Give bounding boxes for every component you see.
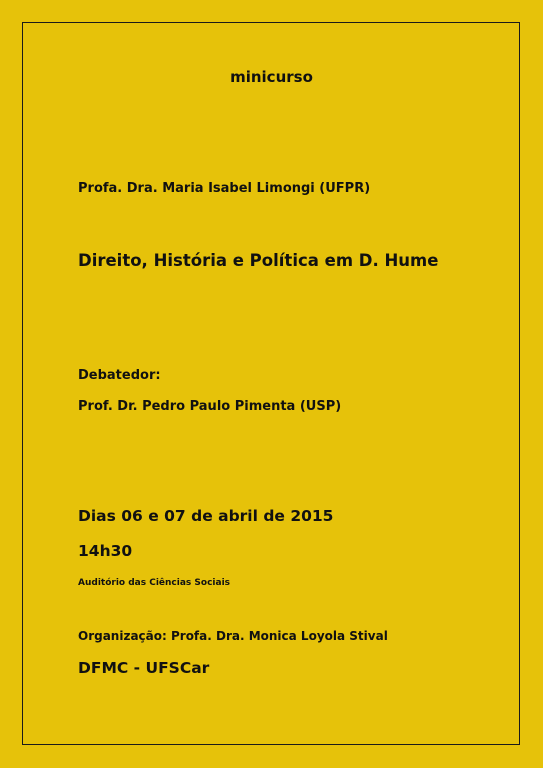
poster-heading: minicurso xyxy=(230,68,313,86)
debater-name: Prof. Dr. Pedro Paulo Pimenta (USP) xyxy=(78,399,342,414)
speaker-name: Profa. Dra. Maria Isabel Limongi (UFPR) xyxy=(78,181,371,196)
debater-label: Debatedor: xyxy=(78,368,161,383)
course-title: Direito, História e Política em D. Hume xyxy=(78,251,439,270)
event-dates: Dias 06 e 07 de abril de 2015 xyxy=(78,507,334,525)
event-time: 14h30 xyxy=(78,542,133,560)
event-venue: Auditório das Ciências Sociais xyxy=(78,578,231,588)
organization: Organização: Profa. Dra. Monica Loyola Stival xyxy=(78,629,388,643)
department: DFMC - UFSCar xyxy=(78,659,210,677)
